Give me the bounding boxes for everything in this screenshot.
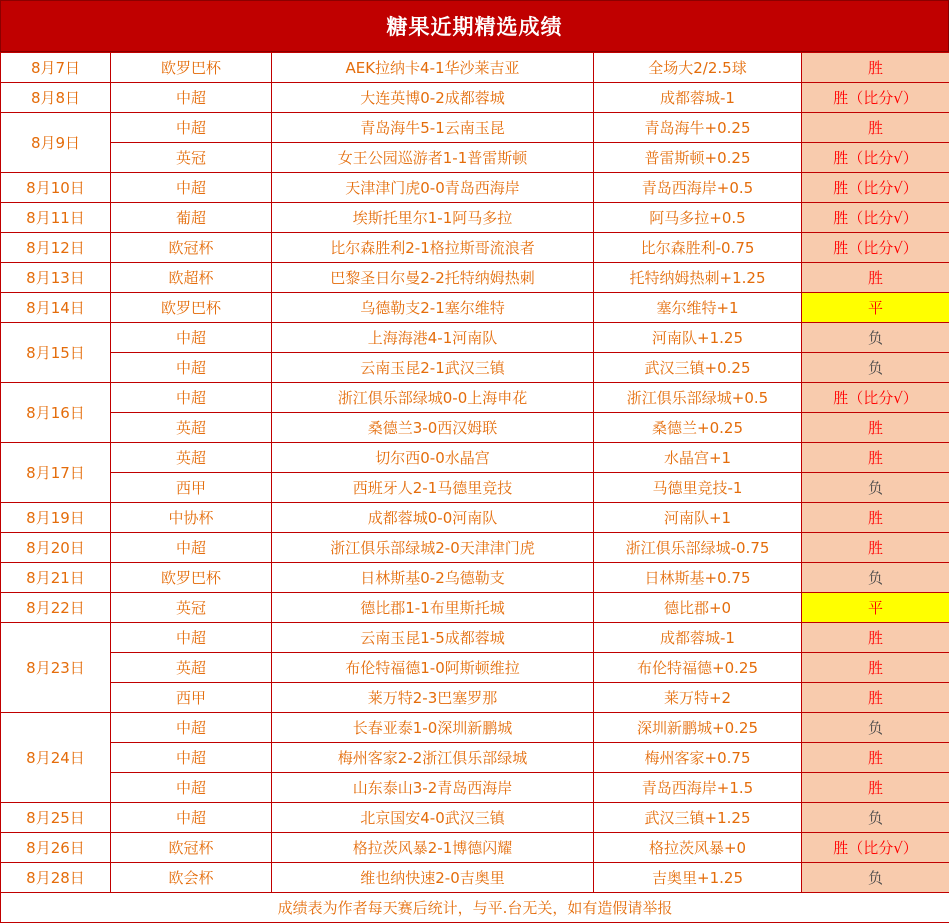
- table-row: [1, 53, 949, 83]
- pick-cell: 吉奥里+1.25: [594, 863, 802, 893]
- result-cell: 胜: [802, 743, 949, 773]
- match-cell: 大连英博0-2成都蓉城: [272, 83, 594, 113]
- league-cell: 欧超杯: [111, 263, 272, 293]
- league-cell: 中超: [111, 533, 272, 563]
- match-cell: 云南玉昆1-5成都蓉城: [272, 623, 594, 653]
- league-cell: 中超: [111, 713, 272, 743]
- table-row: [1, 203, 949, 233]
- match-cell: 埃斯托里尔1-1阿马多拉: [272, 203, 594, 233]
- pick-cell: 塞尔维特+1: [594, 293, 802, 323]
- pick-cell: 武汉三镇+0.25: [594, 353, 802, 383]
- pick-cell: 浙江俱乐部绿城-0.75: [594, 533, 802, 563]
- league-cell: 中超: [111, 173, 272, 203]
- result-cell: 胜（比分√）: [802, 83, 949, 113]
- match-cell: 长春亚泰1-0深圳新鹏城: [272, 713, 594, 743]
- table-row: [1, 323, 949, 353]
- result-cell: 胜（比分√）: [802, 833, 949, 863]
- league-cell: 中协杯: [111, 503, 272, 533]
- result-cell: 胜: [802, 533, 949, 563]
- table-row: [1, 113, 949, 143]
- table-row: [1, 653, 949, 683]
- match-cell: 成都蓉城0-0河南队: [272, 503, 594, 533]
- result-cell: 胜（比分√）: [802, 383, 949, 413]
- league-cell: 英冠: [111, 593, 272, 623]
- date-cell: 8月14日: [1, 293, 111, 323]
- date-cell: 8月21日: [1, 563, 111, 593]
- league-cell: 欧罗巴杯: [111, 293, 272, 323]
- table-row: [1, 503, 949, 533]
- footer-note: 成绩表为作者每天赛后统计，与平.台无关，如有造假请举报: [1, 893, 949, 923]
- table-row: [1, 263, 949, 293]
- result-cell: 胜: [802, 623, 949, 653]
- result-cell: 胜: [802, 653, 949, 683]
- result-cell: 胜（比分√）: [802, 233, 949, 263]
- result-cell: 胜（比分√）: [802, 143, 949, 173]
- table-row: [1, 683, 949, 713]
- match-cell: 布伦特福德1-0阿斯顿维拉: [272, 653, 594, 683]
- league-cell: 英冠: [111, 143, 272, 173]
- league-cell: 西甲: [111, 683, 272, 713]
- table-row: [1, 833, 949, 863]
- league-cell: 中超: [111, 383, 272, 413]
- pick-cell: 托特纳姆热刺+1.25: [594, 263, 802, 293]
- table-row: [1, 803, 949, 833]
- match-cell: 日林斯基0-2乌德勒支: [272, 563, 594, 593]
- date-cell: 8月24日: [1, 713, 111, 803]
- table-row: [1, 143, 949, 173]
- match-cell: 德比郡1-1布里斯托城: [272, 593, 594, 623]
- pick-cell: 成都蓉城-1: [594, 83, 802, 113]
- league-cell: 英超: [111, 443, 272, 473]
- table-row: [1, 173, 949, 203]
- league-cell: 西甲: [111, 473, 272, 503]
- match-cell: 山东泰山3-2青岛西海岸: [272, 773, 594, 803]
- pick-cell: 深圳新鹏城+0.25: [594, 713, 802, 743]
- match-cell: 北京国安4-0武汉三镇: [272, 803, 594, 833]
- match-cell: 西班牙人2-1马德里竞技: [272, 473, 594, 503]
- result-cell: 负: [802, 563, 949, 593]
- table-row: [1, 593, 949, 623]
- league-cell: 欧会杯: [111, 863, 272, 893]
- match-cell: 切尔西0-0水晶宫: [272, 443, 594, 473]
- result-cell: 胜: [802, 503, 949, 533]
- pick-cell: 河南队+1.25: [594, 323, 802, 353]
- pick-cell: 比尔森胜利-0.75: [594, 233, 802, 263]
- date-cell: 8月7日: [1, 53, 111, 83]
- match-cell: 莱万特2-3巴塞罗那: [272, 683, 594, 713]
- result-cell: 胜: [802, 443, 949, 473]
- page-title: 糖果近期精选成绩: [0, 0, 949, 52]
- match-cell: 桑德兰3-0西汉姆联: [272, 413, 594, 443]
- pick-cell: 德比郡+0: [594, 593, 802, 623]
- result-cell: 胜: [802, 113, 949, 143]
- result-cell: 负: [802, 713, 949, 743]
- date-cell: 8月9日: [1, 113, 111, 173]
- league-cell: 中超: [111, 113, 272, 143]
- table-row: [1, 83, 949, 113]
- pick-cell: 青岛海牛+0.25: [594, 113, 802, 143]
- table-row: [1, 443, 949, 473]
- result-cell: 平: [802, 293, 949, 323]
- match-cell: 比尔森胜利2-1格拉斯哥流浪者: [272, 233, 594, 263]
- pick-cell: 浙江俱乐部绿城+0.5: [594, 383, 802, 413]
- pick-cell: 莱万特+2: [594, 683, 802, 713]
- league-cell: 中超: [111, 83, 272, 113]
- pick-cell: 格拉茨风暴+0: [594, 833, 802, 863]
- result-cell: 胜: [802, 683, 949, 713]
- date-cell: 8月26日: [1, 833, 111, 863]
- date-cell: 8月20日: [1, 533, 111, 563]
- match-cell: 巴黎圣日尔曼2-2托特纳姆热刺: [272, 263, 594, 293]
- date-cell: 8月10日: [1, 173, 111, 203]
- table-row: [1, 413, 949, 443]
- pick-cell: 日林斯基+0.75: [594, 563, 802, 593]
- table-row: [1, 383, 949, 413]
- result-cell: 胜（比分√）: [802, 203, 949, 233]
- table-row: [1, 773, 949, 803]
- league-cell: 英超: [111, 413, 272, 443]
- result-cell: 胜: [802, 263, 949, 293]
- date-cell: 8月23日: [1, 623, 111, 713]
- results-table-body: [1, 53, 949, 893]
- result-cell: 负: [802, 803, 949, 833]
- result-cell: 胜: [802, 413, 949, 443]
- table-row: [1, 533, 949, 563]
- league-cell: 欧冠杯: [111, 233, 272, 263]
- match-cell: 青岛海牛5-1云南玉昆: [272, 113, 594, 143]
- match-cell: 格拉茨风暴2-1博德闪耀: [272, 833, 594, 863]
- date-cell: 8月12日: [1, 233, 111, 263]
- match-cell: 浙江俱乐部绿城2-0天津津门虎: [272, 533, 594, 563]
- table-row: [1, 233, 949, 263]
- result-cell: 负: [802, 323, 949, 353]
- result-cell: 胜: [802, 773, 949, 803]
- pick-cell: 梅州客家+0.75: [594, 743, 802, 773]
- match-cell: 乌德勒支2-1塞尔维特: [272, 293, 594, 323]
- pick-cell: 布伦特福德+0.25: [594, 653, 802, 683]
- match-cell: 梅州客家2-2浙江俱乐部绿城: [272, 743, 594, 773]
- pick-cell: 成都蓉城-1: [594, 623, 802, 653]
- match-cell: 女王公园巡游者1-1普雷斯顿: [272, 143, 594, 173]
- match-cell: AEK拉纳卡4-1华沙莱吉亚: [272, 53, 594, 83]
- pick-cell: 武汉三镇+1.25: [594, 803, 802, 833]
- match-cell: 云南玉昆2-1武汉三镇: [272, 353, 594, 383]
- league-cell: 欧罗巴杯: [111, 563, 272, 593]
- date-cell: 8月19日: [1, 503, 111, 533]
- league-cell: 中超: [111, 773, 272, 803]
- pick-cell: 河南队+1: [594, 503, 802, 533]
- match-cell: 浙江俱乐部绿城0-0上海申花: [272, 383, 594, 413]
- date-cell: 8月28日: [1, 863, 111, 893]
- league-cell: 欧冠杯: [111, 833, 272, 863]
- date-cell: 8月17日: [1, 443, 111, 503]
- league-cell: 中超: [111, 743, 272, 773]
- league-cell: 英超: [111, 653, 272, 683]
- date-cell: 8月11日: [1, 203, 111, 233]
- result-cell: 负: [802, 353, 949, 383]
- result-cell: 胜: [802, 53, 949, 83]
- pick-cell: 普雷斯顿+0.25: [594, 143, 802, 173]
- pick-cell: 马德里竞技-1: [594, 473, 802, 503]
- pick-cell: 桑德兰+0.25: [594, 413, 802, 443]
- league-cell: 欧罗巴杯: [111, 53, 272, 83]
- result-cell: 负: [802, 473, 949, 503]
- pick-cell: 全场大2/2.5球: [594, 53, 802, 83]
- league-cell: 葡超: [111, 203, 272, 233]
- pick-cell: 青岛西海岸+1.5: [594, 773, 802, 803]
- match-cell: 上海海港4-1河南队: [272, 323, 594, 353]
- pick-cell: 青岛西海岸+0.5: [594, 173, 802, 203]
- date-cell: 8月25日: [1, 803, 111, 833]
- league-cell: 中超: [111, 623, 272, 653]
- date-cell: 8月16日: [1, 383, 111, 443]
- table-row: [1, 293, 949, 323]
- league-cell: 中超: [111, 353, 272, 383]
- match-cell: 维也纳快速2-0吉奥里: [272, 863, 594, 893]
- table-row: [1, 563, 949, 593]
- table-row: [1, 863, 949, 893]
- date-cell: 8月22日: [1, 593, 111, 623]
- table-row: [1, 713, 949, 743]
- table-row: [1, 353, 949, 383]
- match-cell: 天津津门虎0-0青岛西海岸: [272, 173, 594, 203]
- date-cell: 8月13日: [1, 263, 111, 293]
- table-row: [1, 623, 949, 653]
- pick-cell: 水晶宫+1: [594, 443, 802, 473]
- result-cell: 平: [802, 593, 949, 623]
- table-row: [1, 743, 949, 773]
- league-cell: 中超: [111, 803, 272, 833]
- results-table: [0, 52, 949, 923]
- result-cell: 负: [802, 863, 949, 893]
- league-cell: 中超: [111, 323, 272, 353]
- date-cell: 8月8日: [1, 83, 111, 113]
- result-cell: 胜（比分√）: [802, 173, 949, 203]
- footer-row: [1, 893, 949, 923]
- table-row: [1, 473, 949, 503]
- date-cell: 8月15日: [1, 323, 111, 383]
- pick-cell: 阿马多拉+0.5: [594, 203, 802, 233]
